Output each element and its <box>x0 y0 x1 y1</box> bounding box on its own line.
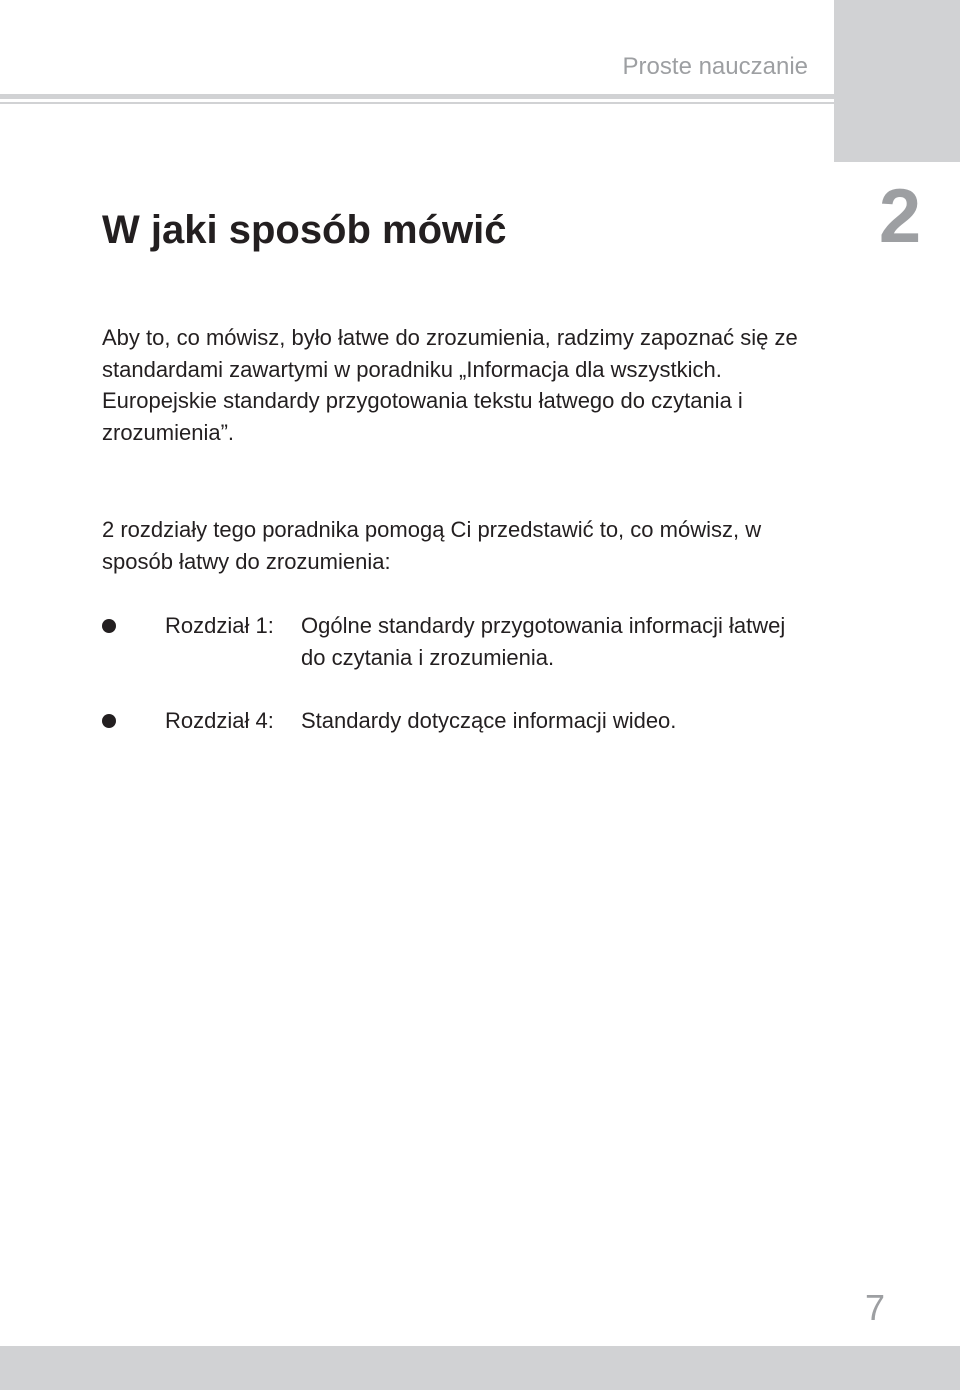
lead-paragraph: 2 rozdziały tego poradnika pomogą Ci przedstawić to, co mówisz, w sposób łatwy do zrozumienia: <box>102 517 762 574</box>
chapter-number: 2 <box>878 174 922 259</box>
bullet-icon <box>102 714 116 728</box>
bullet-icon <box>102 619 116 633</box>
header-rule <box>0 94 834 99</box>
chapter-label: Rozdział 4: <box>165 708 274 733</box>
footer-bar <box>0 1346 960 1390</box>
chapter-label: Rozdział 1: <box>165 613 274 638</box>
chapter-description: Standardy dotyczące informacji wideo. <box>301 708 677 733</box>
intro-paragraph: Aby to, co mówisz, było łatwe do zrozumienia, radzimy zapoznać się ze standardami zawartymi w poradniku „Informacja dla wszystkich. Europejskie standardy przygotowania tekstu łatwego do czytania i zrozumienia”. <box>102 325 798 445</box>
running-header: Proste nauczanie <box>622 53 808 80</box>
page-number: 7 <box>864 1287 886 1328</box>
header-rule-thin <box>0 102 834 104</box>
chapter-tab-box <box>834 0 960 162</box>
chapter-description: Ogólne standardy przygotowania informacji łatwej do czytania i zrozumienia. <box>301 613 786 670</box>
page-title: W jaki sposób mówić <box>102 208 507 252</box>
